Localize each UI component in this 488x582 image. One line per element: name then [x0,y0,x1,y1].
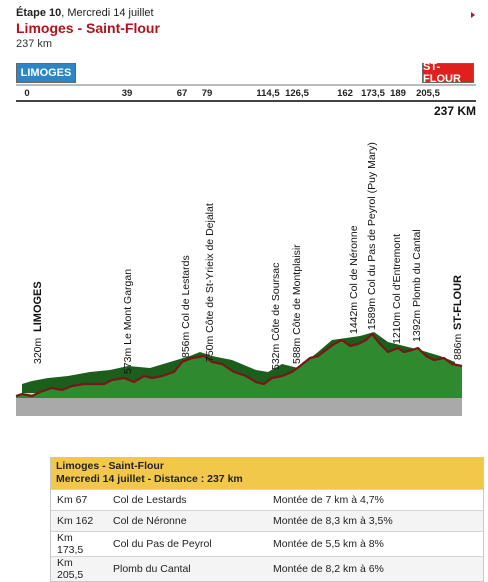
finish-altitude: 886m [452,333,464,360]
waypoint-label [366,142,378,330]
summary-header-cell [51,457,483,490]
route-title: Limoges - Saint-Flour [16,20,160,36]
km-mark: 205,5 [416,88,440,99]
finish-name: ST-FLOUR [452,275,464,330]
climbs-table [51,457,483,581]
summary-title: Limoges - Saint-Flour [56,460,164,472]
stage-date: , Mercredi 14 juillet [61,7,154,19]
climb-detail: Montée de 5,5 km à 8% [267,532,483,557]
waypoint-text: 1589m Col du Pas de Peyrol (Puy Mary) [366,142,378,330]
waypoint-text: 532m Côte de Soursac [270,262,282,370]
waypoint-text: 1210m Col d'Entremont [391,234,403,344]
climb-detail: Montée de 8,2 km à 6% [267,557,483,582]
km-mark: 126,5 [285,88,309,99]
waypoint-label [180,255,192,358]
total-distance: 237 KM [433,104,476,118]
climb-name: Plomb du Cantal [107,557,267,582]
stage-distance: 237 km [16,38,53,50]
km-mark: 114,5 [256,88,280,99]
km-mark: 79 [201,88,213,99]
waypoint-text: 573m Le Mont Gargan [122,268,134,374]
climb-name: Col de Néronne [107,511,267,532]
waypoint-label [270,263,282,370]
climb-row [51,511,483,532]
stage-label: Étape 10 [16,7,62,19]
start-name: LIMOGES [32,281,44,332]
waypoint-label [122,269,134,374]
terrain-base-front [16,398,462,416]
finish-label [452,275,464,360]
start-city-tag: LIMOGES [16,63,76,83]
km-mark: 162 [337,88,353,99]
climb-km: Km 67 [51,490,107,511]
waypoint-text: 856m Col de Lestards [180,255,192,358]
km-mark: 0 [24,88,30,99]
climb-name: Col du Pas de Peyrol [107,532,267,557]
start-label [32,281,44,364]
climb-name: Col de Lestards [107,490,267,511]
climb-row [51,490,483,511]
profile-labels [32,142,464,374]
waypoint-text: 588m Côte de Montplaisir [291,244,303,364]
climb-km: Km 173,5 [51,532,107,557]
waypoint-text: 750m Côte de St-Yrieix de Dejalat [204,203,216,362]
start-altitude: 320m [32,337,44,364]
km-mark: 67 [176,88,188,99]
climb-detail: Montée de 8,3 km à 3,5% [267,511,483,532]
climb-km: Km 205,5 [51,557,107,582]
waypoint-label [204,203,216,362]
finish-city-tag: ST-FLOUR [422,63,474,83]
km-mark: 39 [121,88,133,99]
km-scale [16,85,476,118]
waypoint-label [411,229,423,342]
waypoint-text: 1392m Plomb du Cantal [411,229,423,342]
km-mark: 173,5 [361,88,385,99]
summary-subtitle: Mercredi 14 juillet - Distance : 237 km [56,473,243,485]
waypoint-label [391,234,403,344]
climb-km: Km 162 [51,511,107,532]
climb-row [51,557,483,582]
climbs-summary [50,457,484,582]
waypoint-text: 1442m Col de Néronne [348,225,360,334]
waypoint-label [291,244,303,364]
km-mark: 189 [390,88,406,99]
climb-detail: Montée de 7 km à 4,7% [267,490,483,511]
climb-row [51,532,483,557]
waypoint-label [348,225,360,334]
summary-header [51,457,483,490]
